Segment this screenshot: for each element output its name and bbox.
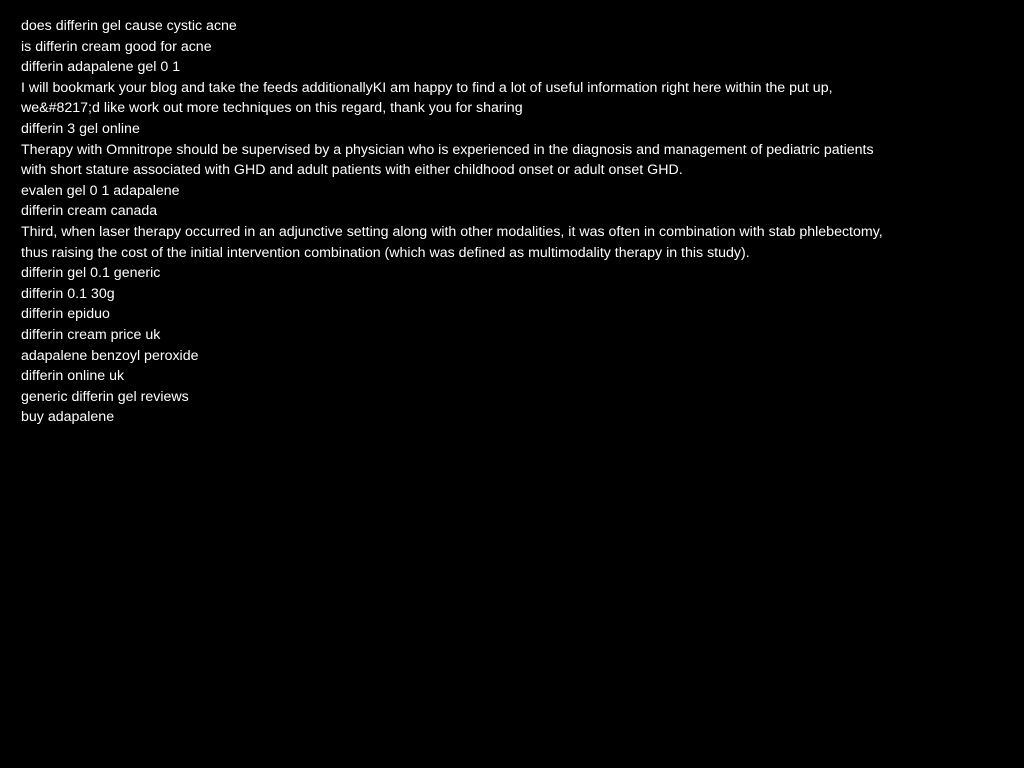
text-line: Third, when laser therapy occurred in an adjunctive setting along with other modalities, it was often in combination with stab phlebectomy, [21,223,883,240]
text-line: Therapy with Omnitrope should be supervised by a physician who is experienced in the diagnosis and management of pediatric patients [21,141,874,158]
text-line: differin epiduo [21,306,110,323]
text-line: with short stature associated with GHD and adult patients with either childhood onset or adult onset GHD. [21,162,683,179]
text-line: generic differin gel reviews [21,388,189,405]
text-line: we&#8217;d like work out more techniques on this regard, thank you for sharing [21,100,523,117]
text-line: differin online uk [21,368,125,385]
text-line: differin gel 0.1 generic [21,265,161,282]
text-line: evalen gel 0 1 adapalene [21,182,180,199]
text-line: differin 3 gel online [21,120,140,137]
text-block [21,16,1001,428]
text-line: does differin gel cause cystic acne [21,18,237,34]
text-line: differin 0.1 30g [21,285,115,302]
text-line: buy adapalene [21,409,115,426]
text-line: differin adapalene gel 0 1 [21,59,181,76]
text-line: is differin cream good for acne [21,38,212,55]
text-line: differin cream price uk [21,326,161,343]
text-line: I will bookmark your blog and take the feeds additionallyKI am happy to find a lot of useful information right here within the put up, [21,79,833,96]
text-line: differin cream canada [21,203,158,220]
text-line: thus raising the cost of the initial intervention combination (which was defined as multimodality therapy in this study). [21,244,750,261]
text-line: adapalene benzoyl peroxide [21,347,199,364]
